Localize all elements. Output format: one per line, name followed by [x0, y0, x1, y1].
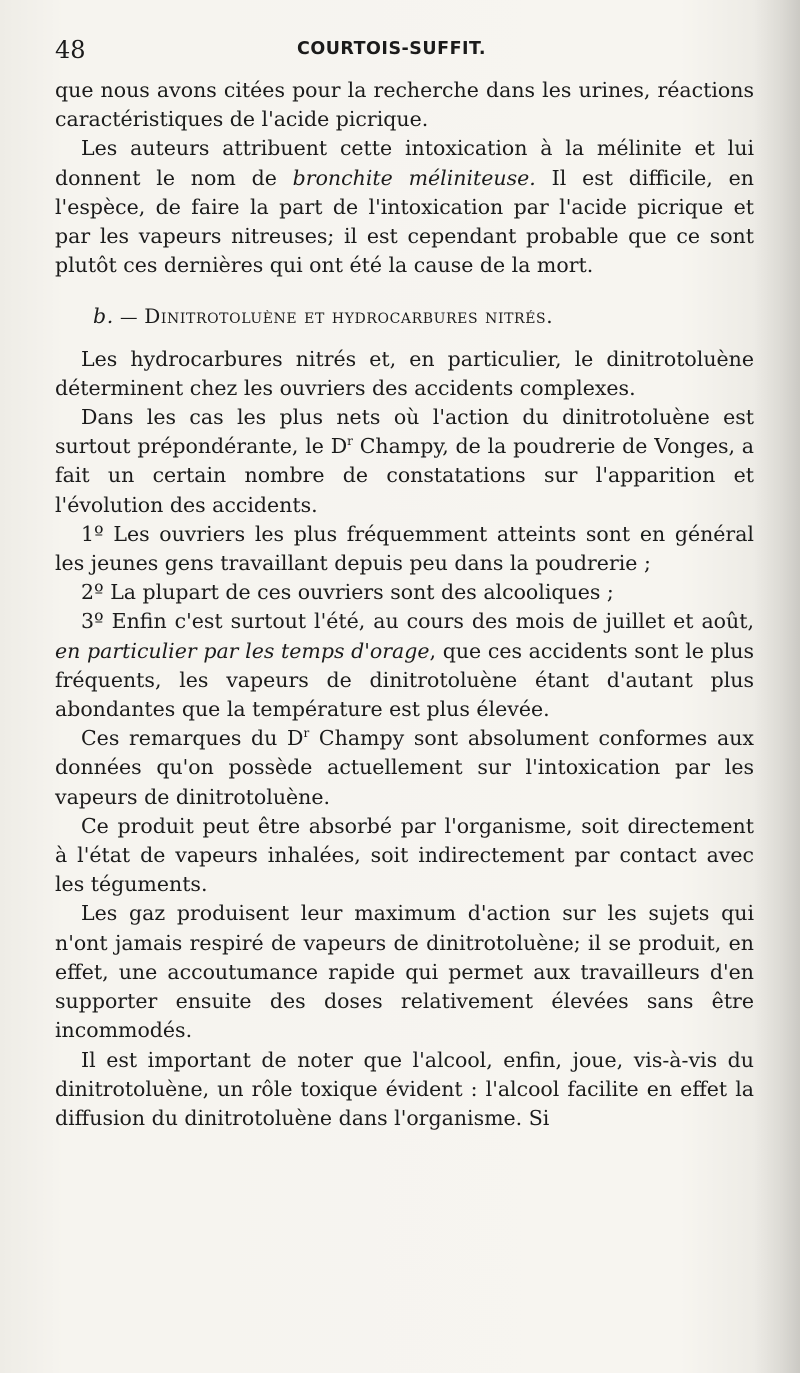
- section-dash: —: [113, 308, 145, 329]
- paragraph-text: 1º Les ouvriers les plus fréquemment atteints sont en général les jeunes gens travaillant depuis peu dans la poudrerie ;: [55, 521, 754, 576]
- list-paragraph: [55, 520, 754, 578]
- paragraph-text: Il est difficile, en l'espèce, de faire la part de l'intoxication par l'acide picrique et par les vapeurs nitreuses; il est cependant probable que ce sont plutôt ces dernières qui ont été la cause de la mort.: [55, 165, 754, 278]
- list-paragraph: [55, 578, 754, 607]
- section-letter: b.: [93, 304, 114, 329]
- paragraph-text: 3º Enfin c'est surtout l'été, au cours des mois de juillet et août,: [81, 609, 754, 634]
- list-paragraph: [55, 607, 754, 724]
- paragraph: [55, 724, 754, 812]
- paragraph: [55, 899, 754, 1045]
- paragraph: [55, 76, 754, 134]
- superscript: r: [347, 434, 353, 449]
- paragraph-text: Dans les cas les plus nets où l'action du dinitrotoluène est surtout prépondérante, le D: [55, 405, 754, 459]
- section-heading: [55, 302, 754, 333]
- italic-term: bronchite méliniteuse.: [292, 165, 536, 190]
- body-text: [55, 76, 754, 1133]
- paragraph: [55, 345, 754, 403]
- superscript: r: [303, 726, 310, 741]
- paragraph: [55, 403, 754, 520]
- paragraph-text: Champy sont absolument conformes aux données qu'on possède actuellement sur l'intoxication par les vapeurs de dinitrotoluène.: [55, 726, 754, 809]
- paragraph-text: , que ces accidents sont le plus fréquents, les vapeurs de dinitrotoluène étant d'autant plus abondantes que la température est plus élevée.: [55, 638, 754, 722]
- paragraph-text: Les auteurs attribuent cette intoxication à la mélinite et lui donnent le nom de: [55, 136, 754, 190]
- paragraph-text: Les gaz produisent leur maximum d'action sur les sujets qui n'ont jamais respiré de vapeurs de dinitrotoluène; il se produit, en effet, une accoutumance rapide qui permet aux travailleurs d'en supporter ensuite des doses relativement élevées sans être incommodés.: [55, 901, 754, 1043]
- section-title: Dinitrotoluène et hydrocarbures nitrés.: [144, 304, 554, 329]
- paragraph-text: Les hydrocarbures nitrés et, en particulier, le dinitrotoluène déterminent chez les ouvriers des accidents complexes.: [55, 346, 754, 400]
- paragraph: [55, 1046, 754, 1134]
- paragraph-text: que nous avons citées pour la recherche dans les urines, réactions caractéristiques de l'acide picrique.: [55, 78, 754, 132]
- paragraph-text: Ce produit peut être absorbé par l'organisme, soit directement à l'état de vapeurs inhalées, soit indirectement par contact avec les téguments.: [55, 813, 754, 897]
- paragraph: [55, 134, 754, 280]
- paragraph-text: Ces remarques du D: [81, 726, 304, 751]
- paragraph-text: Champy, de la poudrerie de Vonges, a fait un certain nombre de constatations sur l'apparition et l'évolution des accidents.: [55, 434, 755, 517]
- page-header: [55, 36, 755, 70]
- page-number: 48: [55, 36, 86, 64]
- paragraph-text: 2º La plupart de ces ouvriers sont des alcooliques ;: [81, 580, 614, 605]
- paragraph-text: Il est important de noter que l'alcool, enfin, joue, vis-à-vis du dinitrotoluène, un rôle toxique évident : l'alcool facilite en effet la diffusion du dinitrotoluène dans l'organisme. Si: [55, 1047, 754, 1130]
- paragraph: [55, 812, 754, 900]
- binding-shadow: [754, 0, 800, 1373]
- running-head: COURTOIS-SUFFIT.: [297, 39, 486, 59]
- italic-phrase: en particulier par les temps d'orage: [55, 638, 430, 663]
